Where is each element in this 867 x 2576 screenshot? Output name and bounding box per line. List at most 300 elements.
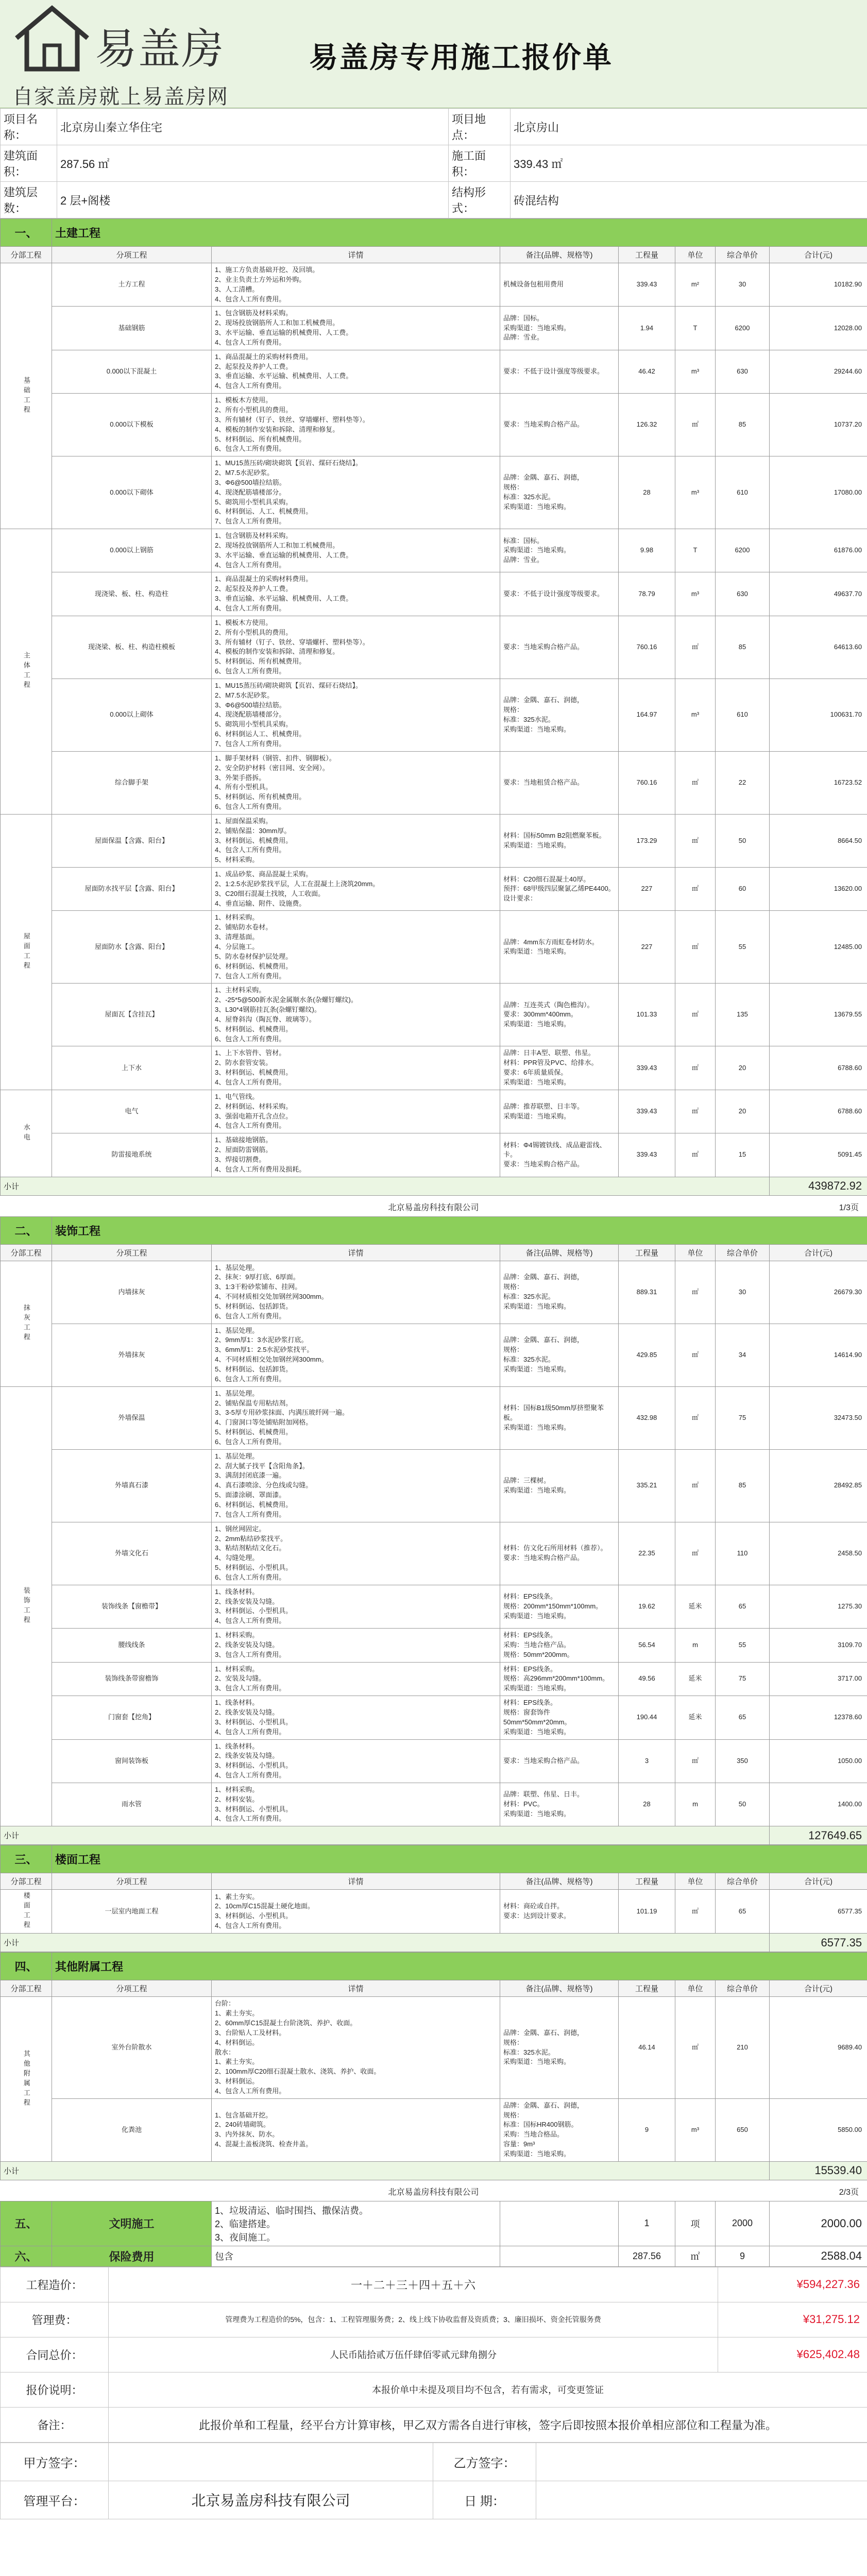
construction-area: 339.43 ㎡	[511, 145, 867, 182]
item-unit: m³	[675, 572, 716, 616]
item-unit: ㎡	[675, 1449, 716, 1522]
table-row	[1, 1629, 867, 1663]
subtotal-amount: 439872.92	[770, 1177, 867, 1195]
item-qty: 78.79	[619, 572, 675, 616]
project-info-table	[0, 108, 867, 218]
table-row	[1, 911, 867, 984]
item-qty: 19.62	[619, 1585, 675, 1628]
item-detail: 1、包含钢筋及材料采购。 2、现场投放钢筋所人工和加工机械费用。 3、水平运输、垂直运输的机械费用、人工费。 4、包含人工所有费用。	[212, 307, 500, 350]
item-note: 要求：不低于设计强度等级要求。	[500, 350, 619, 393]
item-qty: 56.54	[619, 1629, 675, 1663]
category-cell: 装饰工程	[1, 1386, 52, 1826]
item-qty: 227	[619, 911, 675, 984]
table-row	[1, 1997, 867, 2098]
category-cell: 其他附属工程	[1, 1997, 52, 2162]
cost-total: ¥594,227.36	[718, 2267, 867, 2302]
house-logo-icon	[13, 5, 91, 72]
item-note: 材料：EPS线条。 规格：200mm*150mm*100mm。 采购渠道：当地采购。	[500, 1585, 619, 1628]
floors-label: 建筑层数：	[1, 182, 57, 218]
column-header: 分部工程	[1, 1980, 52, 1997]
item-name: 电气	[52, 1090, 212, 1133]
extra-note	[500, 2201, 619, 2246]
item-price: 50	[716, 1783, 770, 1826]
item-name: 上下水	[52, 1046, 212, 1090]
table-row	[1, 1133, 867, 1177]
item-unit: ㎡	[675, 814, 716, 867]
item-total: 5091.45	[770, 1133, 867, 1177]
item-unit: ㎡	[675, 1739, 716, 1783]
item-name: 内墙抹灰	[52, 1261, 212, 1324]
mgmt-total: ¥31,275.12	[718, 2302, 867, 2337]
item-unit: ㎡	[675, 1261, 716, 1324]
extra-unit: ㎡	[675, 2246, 716, 2266]
item-unit: ㎡	[675, 1522, 716, 1585]
item-name: 综合脚手架	[52, 751, 212, 814]
item-total: 12028.00	[770, 307, 867, 350]
extra-qty: 287.56	[619, 2246, 675, 2266]
item-detail: 1、材料采购。 2、安装及勾缝。 3、包含人工所有费用。	[212, 1662, 500, 1696]
extra-fees-table	[0, 2201, 867, 2267]
column-header: 分部工程	[1, 1244, 52, 1261]
item-price: 20	[716, 1090, 770, 1133]
item-name: 0.000以下砌体	[52, 456, 212, 529]
item-total: 13620.00	[770, 868, 867, 911]
item-total: 6788.60	[770, 1046, 867, 1090]
party-a-signature[interactable]	[109, 2443, 433, 2481]
table-row	[1, 350, 867, 393]
item-qty: 1.94	[619, 307, 675, 350]
item-note: 品牌：联塑、伟星、日丰。 材料：PVC。 采购渠道：当地采购。	[500, 1783, 619, 1826]
table-row	[1, 2098, 867, 2161]
item-qty: 164.97	[619, 679, 675, 751]
table-row	[1, 1739, 867, 1783]
item-unit: ㎡	[675, 911, 716, 984]
item-detail: 1、上下水管件、管材。 2、防水套管安装。 3、材料倒运、机械费用。 4、包含人工所有费用。	[212, 1046, 500, 1090]
item-note: 材料：Φ4锡镀铁线、成品避雷线、卡。 要求：当地采购合格产品。	[500, 1133, 619, 1177]
item-detail: 1、主材料采购。 2、-25*5@500新水泥金属顺水条(杂螺钉螺纹)。 3、L30*4钢筋挂瓦条(杂螺钉螺纹)。 4、屋脊斜沟（陶瓦脊、玻璃等）。 5、材料倒运、机械费用。 6、包含人工所有费用。	[212, 984, 500, 1046]
section-number: 四、	[1, 1953, 52, 1980]
item-qty: 335.21	[619, 1449, 675, 1522]
item-price: 30	[716, 1261, 770, 1324]
table-row	[1, 307, 867, 350]
remark-label: 备注：	[1, 2407, 109, 2442]
section-table	[0, 1216, 867, 1845]
party-b-signature[interactable]	[536, 2443, 867, 2481]
item-note: 要求：当地采购合格产品。	[500, 394, 619, 456]
item-price: 6200	[716, 307, 770, 350]
item-name: 装饰线条带窗檐饰	[52, 1662, 212, 1696]
table-row	[1, 456, 867, 529]
column-header: 合计(元)	[770, 247, 867, 263]
item-qty: 339.43	[619, 1090, 675, 1133]
item-qty: 339.43	[619, 1133, 675, 1177]
item-price: 610	[716, 679, 770, 751]
table-row	[1, 751, 867, 814]
explain-text: 本报价单中未提及项目均不包含，若有需求，可变更签证	[109, 2372, 867, 2407]
column-header: 合计(元)	[770, 1244, 867, 1261]
item-name: 雨水管	[52, 1783, 212, 1826]
item-note: 品牌：互连英式（陶色檐沟）。 要求：300mm*400mm。 采购渠道：当地采购。	[500, 984, 619, 1046]
party-a-label: 甲方签字：	[1, 2443, 109, 2481]
column-header: 分部工程	[1, 1873, 52, 1890]
item-name: 化粪池	[52, 2098, 212, 2161]
item-unit: ㎡	[675, 1324, 716, 1386]
page-header	[0, 0, 867, 108]
subtotal-amount: 127649.65	[770, 1826, 867, 1845]
item-price: 85	[716, 394, 770, 456]
extra-fee-row	[1, 2201, 867, 2246]
item-unit: ㎡	[675, 1046, 716, 1090]
item-detail: 1、施工方负责基础开挖、及回填。 2、业主负责土方外运和外购。 3、人工清槽。 4、包含人工所有费用。	[212, 263, 500, 307]
structure: 砖混结构	[511, 182, 867, 218]
section-title: 楼面工程	[52, 1845, 867, 1873]
extra-qty: 1	[619, 2201, 675, 2246]
table-row	[1, 1261, 867, 1324]
item-name: 基础钢筋	[52, 307, 212, 350]
item-price: 20	[716, 1046, 770, 1090]
item-detail: 1、模板木方使用。 2、所有小型机具的费用。 3、所有辅材（钉子、铁丝、穿墙螺杆、塑料垫等）。 4、模板的制作安装和拆除、清理和修复。 5、材料倒运、所有机械费用。 6、包含人工所有费用。	[212, 394, 500, 456]
contract-desc: 人民币陆拾贰万伍仟肆佰零贰元肆角捌分	[109, 2337, 718, 2372]
item-note: 品牌：日丰A型、联塑、伟星。 材料：PPR管及PVC、给排水。 要求：6年质量质保。 采购渠道：当地采购。	[500, 1046, 619, 1090]
item-name: 屋面防水【含露、阳台】	[52, 911, 212, 984]
item-price: 630	[716, 572, 770, 616]
item-detail: 1、屋面保温采购。 2、铺贴保温：30mm厚。 3、材料倒运、机械费用。 4、包含人工所有费用。 5、材料采购。	[212, 814, 500, 867]
category-cell: 楼面工程	[1, 1890, 52, 1934]
item-qty: 429.85	[619, 1324, 675, 1386]
item-unit: ㎡	[675, 1386, 716, 1449]
item-price: 75	[716, 1662, 770, 1696]
item-detail: 台阶： 1、素土夯实。 2、60mm厚C15混凝土台阶浇筑、养护、收面。 3、台阶贴人工及材料。 4、材料倒运。 散水： 1、素土夯实。 2、100mm厚C20细石混凝土散水、浇筑、养护、收面。 3、材料倒运。 4、包含人工所有费用。	[212, 1997, 500, 2098]
item-name: 土方工程	[52, 263, 212, 307]
brand-logo	[7, 5, 234, 108]
item-detail: 1、商品混凝土的采购材料费用。 2、起泵投及养护人工费。 3、垂直运输、水平运输、机械费用、人工费。 4、包含人工所有费用。	[212, 350, 500, 393]
extra-detail: 1、垃圾清运、临时围挡、撒保洁费。 2、临建搭建。 3、夜间施工。	[212, 2201, 500, 2246]
item-unit: ㎡	[675, 1997, 716, 2098]
platform-label: 管理平台：	[1, 2481, 109, 2519]
item-name: 腰线线条	[52, 1629, 212, 1663]
item-total: 3109.70	[770, 1629, 867, 1663]
item-detail: 1、MU15蒸压砖/砌块砌筑【页岩、煤矸石烧结】。 2、M7.5水泥砂浆。 3、Φ6@500墙拉结筋。 4、现浇配筋墙楼部分。 5、砌筑用小型机具采购。 6、材料倒运、人工、机械费用。 7、包含人工所有费用。	[212, 456, 500, 529]
item-price: 34	[716, 1324, 770, 1386]
item-unit: ㎡	[675, 616, 716, 679]
item-unit: ㎡	[675, 1133, 716, 1177]
work-sections	[0, 218, 867, 2201]
item-detail: 1、基层处理。 2、铺贴保温专用粘结剂。 3、3-5厚专用砂浆抹面、内满压玻纤网一遍。 4、门窗洞口等处铺贴附加网格。 5、材料倒运、机械费用。 6、包含人工所有费用。	[212, 1386, 500, 1449]
table-row	[1, 1046, 867, 1090]
item-total: 64613.60	[770, 616, 867, 679]
item-total: 9689.40	[770, 1997, 867, 2098]
item-price: 15	[716, 1133, 770, 1177]
item-note: 机械设备包租用费用	[500, 263, 619, 307]
item-name: 外墙文化石	[52, 1522, 212, 1585]
table-row	[1, 1696, 867, 1739]
item-qty: 46.14	[619, 1997, 675, 2098]
item-detail: 1、MU15蒸压砖/砌块砌筑【页岩、煤矸石烧结】。 2、M7.5水泥砂浆。 3、Φ6@500墙拉结筋。 4、现浇配筋墙楼部分。 5、砌筑用小型机具采购。 6、材料倒运人工、机械费用。 7、包含人工所有费用。	[212, 679, 500, 751]
column-header: 工程量	[619, 247, 675, 263]
totals-table	[0, 2267, 867, 2443]
contract-label: 合同总价：	[1, 2337, 109, 2372]
item-note: 品牌：国标。 采购渠道：当地采购。 品牌：雪业。	[500, 307, 619, 350]
item-total: 5850.00	[770, 2098, 867, 2161]
item-detail: 1、脚手架材料（钢管、扣件、钢脚板）。 2、安全防护材料（密目网、安全网）。 3、外架手搭拆。 4、所有小型机具。 5、材料倒运、所有机械费用。 6、包含人工所有费用。	[212, 751, 500, 814]
column-header: 工程量	[619, 1873, 675, 1890]
location: 北京房山	[511, 109, 867, 145]
item-detail: 1、商品混凝土的采购材料费用。 2、起泵投及养护人工费。 3、垂直运输、水平运输、机械费用、人工费。 4、包含人工所有费用。	[212, 572, 500, 616]
section-number: 一、	[1, 219, 52, 247]
item-note: 标准：国标。 采购渠道：当地采购。 品牌：雪业。	[500, 529, 619, 572]
item-price: 210	[716, 1997, 770, 2098]
column-header: 备注(品牌、规格等)	[500, 247, 619, 263]
item-note: 品牌：推荐联塑、日丰等。 采购渠道：当地采购。	[500, 1090, 619, 1133]
column-header: 工程量	[619, 1244, 675, 1261]
item-price: 55	[716, 1629, 770, 1663]
item-price: 60	[716, 868, 770, 911]
item-price: 650	[716, 2098, 770, 2161]
column-header: 详情	[212, 1873, 500, 1890]
item-price: 75	[716, 1386, 770, 1449]
extra-detail: 包含	[212, 2246, 500, 2266]
party-b-label: 乙方签字：	[433, 2443, 536, 2481]
item-qty: 49.56	[619, 1662, 675, 1696]
item-name: 外墙保温	[52, 1386, 212, 1449]
item-name: 屋面防水找平层【含露、阳台】	[52, 868, 212, 911]
brand-slogan: 自家盖房就上易盖房网	[12, 86, 229, 108]
item-unit: m³	[675, 2098, 716, 2161]
item-unit: m³	[675, 456, 716, 529]
section-table	[0, 1845, 867, 1952]
item-note: 要求：当地租赁合格产品。	[500, 751, 619, 814]
table-row	[1, 868, 867, 911]
column-header: 合计(元)	[770, 1980, 867, 1997]
mgmt-desc: 管理费为工程造价的5%，包含：1、工程管理服务费；2、线上线下协收监督及资质费；3、廉旧损坏、资金托管服务费	[109, 2302, 718, 2337]
table-row	[1, 1090, 867, 1133]
item-total: 1275.30	[770, 1585, 867, 1628]
item-note: 品牌：金隅、嘉石、润德， 规格： 标准：325水泥。 采购渠道：当地采购。	[500, 679, 619, 751]
item-name: 防雷接地系统	[52, 1133, 212, 1177]
column-header: 详情	[212, 247, 500, 263]
item-total: 1050.00	[770, 1739, 867, 1783]
subtotal-label: 小计	[1, 1934, 770, 1952]
extra-total: 2000.00	[770, 2201, 867, 2246]
item-detail: 1、材料采购。 2、线条安装及勾缝。 3、包含人工所有费用。	[212, 1629, 500, 1663]
item-note: 要求：不低于设计强度等级要求。	[500, 572, 619, 616]
item-price: 110	[716, 1522, 770, 1585]
item-note: 材料：商砼或自拌。 要求：达到设计要求。	[500, 1890, 619, 1934]
item-unit: 延米	[675, 1696, 716, 1739]
item-note: 品牌：三棵树。 采购渠道：当地采购。	[500, 1449, 619, 1522]
extra-total: 2588.04	[770, 2246, 867, 2266]
item-name: 0.000以下混凝土	[52, 350, 212, 393]
item-note: 材料：国标B1级50mm厚挤塑聚苯板。 采购渠道：当地采购。	[500, 1386, 619, 1449]
item-price: 22	[716, 751, 770, 814]
column-header: 备注(品牌、规格等)	[500, 1873, 619, 1890]
column-header: 综合单价	[716, 1244, 770, 1261]
footer-company: 北京易盖房科技有限公司	[388, 1203, 479, 1212]
table-row	[1, 529, 867, 572]
item-qty: 227	[619, 868, 675, 911]
item-total: 6577.35	[770, 1890, 867, 1934]
item-note: 要求：当地采购合格产品。	[500, 1739, 619, 1783]
item-note: 品牌：金隅、嘉石、润德， 规格： 标准：325水泥。 采购渠道：当地采购。	[500, 456, 619, 529]
item-note: 要求：当地采购合格产品。	[500, 616, 619, 679]
construction-area-label: 施工面积：	[449, 145, 511, 182]
item-price: 350	[716, 1739, 770, 1783]
item-note: 材料：C20细石混凝土40厚。 预拌：68甲级四层聚氯乙烯PE4400。 设计要求：	[500, 868, 619, 911]
column-header: 单位	[675, 1873, 716, 1890]
page-footer	[0, 2180, 867, 2201]
item-qty: 101.33	[619, 984, 675, 1046]
section-table	[0, 1952, 867, 2180]
table-row	[1, 1324, 867, 1386]
table-row	[1, 814, 867, 867]
item-name: 0.000以上钢筋	[52, 529, 212, 572]
item-total: 17080.00	[770, 456, 867, 529]
subtotal-label: 小计	[1, 2161, 770, 2180]
item-unit: m²	[675, 263, 716, 307]
item-unit: T	[675, 307, 716, 350]
item-note: 品牌：金隅、嘉石、润德， 规格： 标准：国标HR400钢筋。 采购：当地合格品。 容量：9m³ 采购渠道：当地采购。	[500, 2098, 619, 2161]
extra-number: 五、	[1, 2201, 52, 2246]
column-header: 分项工程	[52, 247, 212, 263]
item-total: 2458.50	[770, 1522, 867, 1585]
date-field[interactable]	[536, 2481, 867, 2519]
item-total: 16723.52	[770, 751, 867, 814]
item-detail: 1、包含基础开挖。 2、240砖墙砌筑。 3、内外抹灰、防水。 4、混凝土盖板浇筑、检查井盖。	[212, 2098, 500, 2161]
subtotal-amount: 6577.35	[770, 1934, 867, 1952]
item-detail: 1、材料采购。 2、材料安装。 3、材料倒运、小型机具。 4、包含人工所有费用。	[212, 1783, 500, 1826]
section-title: 其他附属工程	[52, 1953, 867, 1980]
item-total: 61876.00	[770, 529, 867, 572]
item-qty: 190.44	[619, 1696, 675, 1739]
category-cell: 抹灰工程	[1, 1261, 52, 1386]
table-row	[1, 1783, 867, 1826]
column-header: 单位	[675, 247, 716, 263]
item-qty: 46.42	[619, 350, 675, 393]
footer-page-number: 2/3页	[839, 2188, 859, 2197]
item-total: 10737.20	[770, 394, 867, 456]
item-unit: ㎡	[675, 868, 716, 911]
item-qty: 126.32	[619, 394, 675, 456]
item-detail: 1、电气管线。 2、材料倒运、材料采购。 3、强弱电箱开孔含点位。 4、包含人工所有费用。	[212, 1090, 500, 1133]
column-header: 合计(元)	[770, 1873, 867, 1890]
subtotal-label: 小计	[1, 1826, 770, 1845]
item-name: 外墙真石漆	[52, 1449, 212, 1522]
subtotal-label: 小计	[1, 1177, 770, 1195]
item-price: 65	[716, 1585, 770, 1628]
category-cell: 主体工程	[1, 529, 52, 815]
item-qty: 432.98	[619, 1386, 675, 1449]
item-note: 品牌：金隅、嘉石、润德， 规格： 标准：325水泥。 采购渠道：当地采购。	[500, 1997, 619, 2098]
table-row	[1, 1585, 867, 1628]
item-detail: 1、线条材料。 2、线条安装及勾缝。 3、材料倒运、小型机具。 4、包含人工所有费用。	[212, 1739, 500, 1783]
item-price: 135	[716, 984, 770, 1046]
table-row	[1, 263, 867, 307]
building-area-label: 建筑面积：	[1, 145, 57, 182]
table-row	[1, 1386, 867, 1449]
item-note: 品牌：4mm东方雨虹卷材防水。 采购渠道：当地采购。	[500, 911, 619, 984]
item-price: 6200	[716, 529, 770, 572]
section-table	[0, 218, 867, 1196]
item-detail: 1、材料采购。 2、铺贴防水卷材。 3、清理基面。 4、分层施工。 5、防水卷材保护层处理。 6、材料倒运、机械费用。 7、包含人工所有费用。	[212, 911, 500, 984]
item-name: 窗间装饰板	[52, 1739, 212, 1783]
item-qty: 3	[619, 1739, 675, 1783]
extra-price: 2000	[716, 2201, 770, 2246]
brand-name: 易盖房	[95, 26, 225, 73]
item-name: 外墙抹灰	[52, 1324, 212, 1386]
item-price: 630	[716, 350, 770, 393]
item-price: 85	[716, 1449, 770, 1522]
item-total: 3717.00	[770, 1662, 867, 1696]
item-qty: 22.35	[619, 1522, 675, 1585]
item-qty: 760.16	[619, 616, 675, 679]
column-header: 分项工程	[52, 1980, 212, 1997]
item-price: 30	[716, 263, 770, 307]
item-note: 品牌：金隅、嘉石、润德， 规格： 标准：325水泥。 采购渠道：当地采购。	[500, 1261, 619, 1324]
subtotal-amount: 15539.40	[770, 2161, 867, 2180]
item-note: 品牌：金隅、嘉石、润德， 规格： 标准：325水泥。 采购渠道：当地采购。	[500, 1324, 619, 1386]
building-area: 287.56 ㎡	[57, 145, 449, 182]
item-name: 0.000以下模板	[52, 394, 212, 456]
item-total: 1400.00	[770, 1783, 867, 1826]
item-total: 10182.90	[770, 263, 867, 307]
column-header: 综合单价	[716, 247, 770, 263]
signature-table	[0, 2443, 867, 2519]
item-unit: ㎡	[675, 1890, 716, 1934]
column-header: 分部工程	[1, 247, 52, 263]
item-name: 屋面保温【含露、阳台】	[52, 814, 212, 867]
extra-fee-row	[1, 2246, 867, 2266]
project-name-label: 项目名称：	[1, 109, 57, 145]
item-qty: 889.31	[619, 1261, 675, 1324]
item-note: 材料：国标50mm B2阻燃聚苯板。 采购渠道：当地采购。	[500, 814, 619, 867]
item-name: 现浇梁、板、柱、构造柱	[52, 572, 212, 616]
item-unit: ㎡	[675, 984, 716, 1046]
item-price: 85	[716, 616, 770, 679]
table-row	[1, 394, 867, 456]
table-row	[1, 679, 867, 751]
category-cell: 屋面工程	[1, 814, 52, 1090]
item-name: 门窗套【挖角】	[52, 1696, 212, 1739]
item-unit: T	[675, 529, 716, 572]
item-detail: 1、线条材料。 2、线条安装及勾缝。 3、材料倒运、小型机具。 4、包含人工所有费用。	[212, 1696, 500, 1739]
item-total: 12485.00	[770, 911, 867, 984]
item-qty: 28	[619, 1783, 675, 1826]
platform-name: 北京易盖房科技有限公司	[109, 2481, 433, 2519]
item-name: 屋面瓦【含挂瓦】	[52, 984, 212, 1046]
item-price: 65	[716, 1696, 770, 1739]
column-header: 备注(品牌、规格等)	[500, 1244, 619, 1261]
column-header: 详情	[212, 1980, 500, 1997]
column-header: 综合单价	[716, 1980, 770, 1997]
item-name: 室外台阶散水	[52, 1997, 212, 2098]
item-detail: 1、素土夯实。 2、10cm厚C15混凝土硬化地面。 3、材料倒运、小型机具。 4、包含人工所有费用。	[212, 1890, 500, 1934]
extra-number: 六、	[1, 2246, 52, 2266]
item-total: 8664.50	[770, 814, 867, 867]
category-cell: 基础工程	[1, 263, 52, 529]
item-detail: 1、基层处理。 2、抹灰：9厚打底、6厚面。 3、1:3干粉砂浆铺布、挂网。 4、不同材质相交处加钢丝网300mm。 5、材料倒运、包括卸货。 6、包含人工所有费用。	[212, 1261, 500, 1324]
extra-name: 保险费用	[52, 2246, 212, 2266]
section-number: 二、	[1, 1216, 52, 1244]
item-unit: ㎡	[675, 751, 716, 814]
item-detail: 1、成品砂浆、商品混凝土采购。 2、1:2.5水泥砂浆找平层，人工在混凝土上浇筑20mm。 3、C20细石混凝土找坡，人工收面。 4、垂直运输、附件、设施费。	[212, 868, 500, 911]
item-name: 装饰线条【窗檐带】	[52, 1585, 212, 1628]
table-row	[1, 1890, 867, 1934]
page-title: 易盖房专用施工报价单	[309, 41, 613, 74]
item-note: 材料：EPS线条。 规格：窗套饰件50mm*50mm*20mm。 采购渠道：当地采购。	[500, 1696, 619, 1739]
item-unit: 延米	[675, 1662, 716, 1696]
date-label: 日 期：	[433, 2481, 536, 2519]
item-total: 26679.30	[770, 1261, 867, 1324]
